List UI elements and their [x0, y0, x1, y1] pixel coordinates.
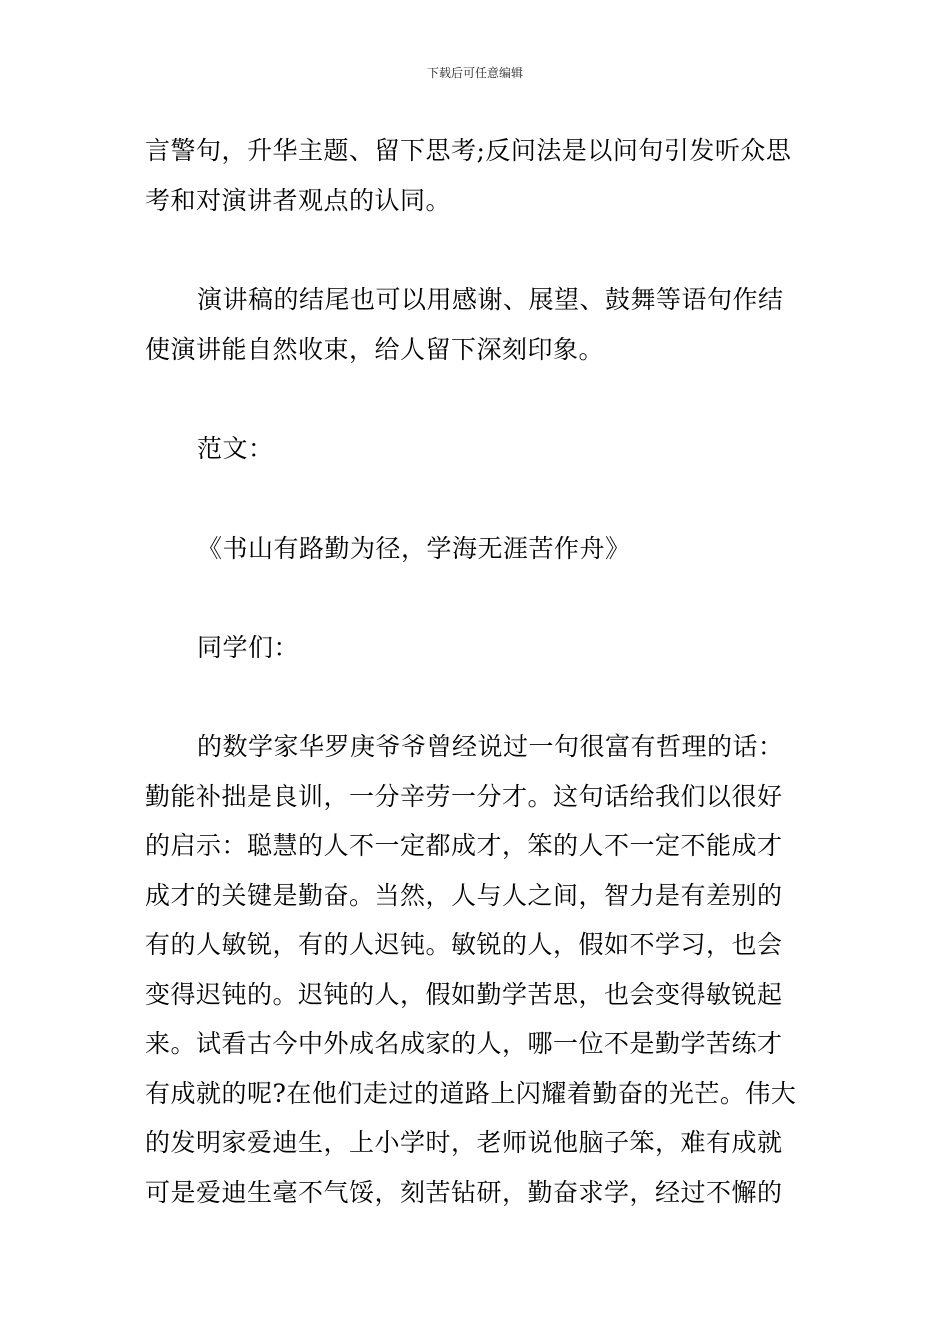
body-line-9: 的发明家爱迪生，上小学时，老师说他脑子笨，难有成就 [145, 1128, 783, 1157]
body-line-5: 有的人敏锐，有的人迟钝。敏锐的人，假如不学习，也会 [145, 930, 783, 959]
body-line-2: 勤能补拙是良训，一分辛劳一分才。这句话给我们以很好 [145, 782, 783, 811]
body-line-8: 有成就的呢?在他们走过的道路上闪耀着勤奋的光芒。伟大 [145, 1079, 797, 1108]
body-line-7: 来。试看古今中外成名成家的人，哪一位不是勤学苦练才 [145, 1029, 783, 1058]
salutation: 同学们： [197, 633, 300, 662]
body-line-10: 可是爱迪生毫不气馁，刻苦钻研，勤奋求学，经过不懈的 [145, 1178, 783, 1207]
page-header: 下载后可任意编辑 [426, 66, 523, 80]
sample-text-label: 范文： [197, 434, 274, 463]
paragraph-2-line-2: 使演讲能自然收束，给人留下深刻印象。 [145, 335, 605, 364]
paragraph-2-line-1: 演讲稿的结尾也可以用感谢、展望、鼓舞等语句作结 [197, 285, 784, 314]
speech-title: 《书山有路勤为径，学海无涯苦作舟》 [197, 534, 631, 563]
body-line-4: 成才的关键是勤奋。当然，人与人之间，智力是有差别的 [145, 881, 783, 910]
paragraph-1-line-2: 考和对演讲者观点的认同。 [145, 186, 452, 215]
body-line-3: 的启示：聪慧的人不一定都成才，笨的人不一定不能成才 [145, 831, 783, 860]
body-line-6: 变得迟钝的。迟钝的人，假如勤学苦思，也会变得敏锐起 [145, 980, 783, 1009]
paragraph-1-line-1: 言警句，升华主题、留下思考;反问法是以问句引发听众思 [145, 136, 792, 165]
body-line-1: 的数学家华罗庚爷爷曾经说过一句很富有哲理的话： [197, 732, 784, 761]
